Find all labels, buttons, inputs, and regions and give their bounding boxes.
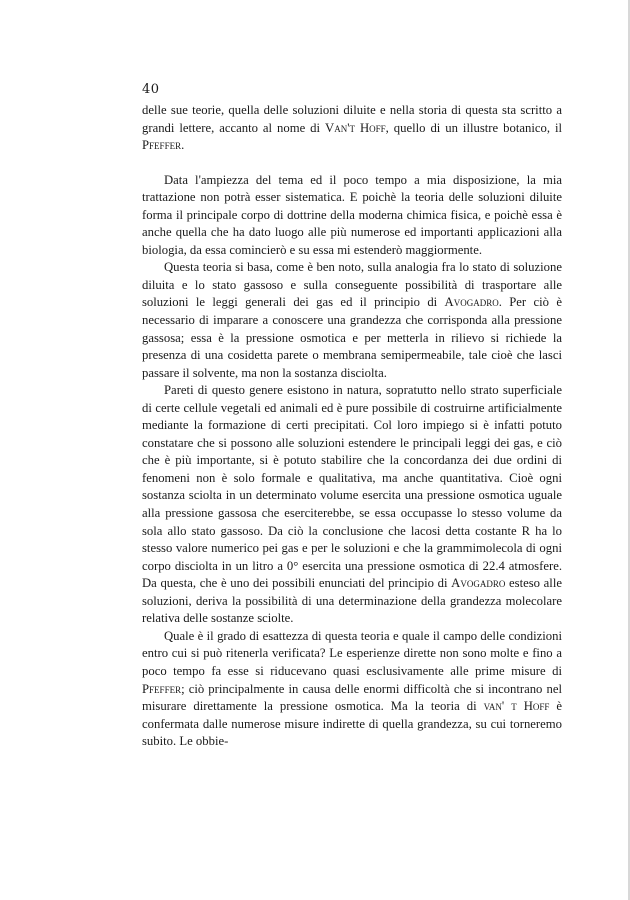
author-name: Avogadro [451, 576, 506, 591]
paragraph-4 [142, 382, 562, 628]
author-name: Avogadro [444, 295, 499, 310]
body-text [142, 102, 562, 751]
paragraph-1 [142, 102, 562, 155]
paragraph-3 [142, 259, 562, 382]
text-run: delle sue teorie, quella delle soluzioni diluite e nella storia di questa sta scritto a grandi lettere, accanto al nome di [142, 103, 562, 135]
text-run: . Per ciò è necessario di imparare a conoscere una grandezza che corrisponda alla pressione gassosa; essa è la pressione osmotica e per metterla in rilievo si richiede la presenza di una cosidetta parete o membrana semipermeabile, tale cioè che lasci passare il solvente, ma non la sostanza disciolta. [142, 295, 562, 380]
author-name: van' t Hoff [483, 699, 550, 714]
author-name: Pfeffer [142, 138, 182, 153]
text-run: Data l'ampiezza del tema ed il poco tempo a mia disposizione, la mia trattazione non potrà esser sistematica. E poichè la teoria delle soluzioni diluite forma il principale corpo di dottrine della moderna chimica fisica, e poichè essa è anche quella che ha dato luogo alle più numerose ed importanti applicazioni alla biologia, da essa comincierò e su essa mi estenderò maggiormente. [142, 172, 562, 257]
author-name: Pfeffer [142, 681, 182, 696]
text-run: Quale è il grado di esattezza di questa teoria e quale il campo delle condizioni entro cui si può ritenerla verificata? Le esperienze dirette non sono molte e fino a poco tempo fa esse si riducevano quasi esclusivamente alle prime misure di [142, 628, 562, 678]
author-name: Van't Hoff [325, 120, 386, 135]
text-run: , quello di un illustre botanico, il [385, 120, 563, 135]
text-run: è confermata dalle numerose misure indirette di quella grandezza, su cui torneremo subito. Le obbie- [142, 699, 562, 749]
text-run: ; ciò principalmente in causa delle enormi difficoltà che si incontrano nel misurare direttamente la pressione osmotica. Ma la teoria di [142, 681, 562, 714]
text-run: Questa teoria si basa, come è ben noto, sulla analogia fra lo stato di soluzione diluita e lo stato gassoso e sulla conseguente possibilità di trasportare alle soluzioni le leggi generali dei gas ed il principio di [142, 260, 562, 310]
paragraph-5 [142, 628, 562, 751]
text-run: Pareti di questo genere esistono in natura, sopratutto nello strato superficiale di certe cellule vegetali ed animali ed è pure possibile di costruirne artificialmente mediante la formazione di certi precipitati. Col loro impiego si è infatti potuto constatare che si possono alle soluzioni estendere le principali leggi dei gas, e ciò che è più importante, si è potuto stabilire che la concordanza dei due ordini di fenomeni non è solo formale e qualitativa, ma anche quantitativa. Cioè ogni sostanza sciolta in un determinato volume esercita una pressione osmotica uguale alla pressione gassosa che eserciterebbe, se essa occupasse lo stesso volume da sola allo stato gassoso. Da ciò la conclusione che lacosi detta costante R ha lo stesso valore numerico pei gas e per le soluzioni e che la grammimolecola di ogni corpo disciolta in un litro a 0° esercita una pressione osmotica di 22.4 atmosfere. Da questa, che è uno dei possibili enunciati del principio di [142, 383, 562, 591]
text-run: esteso alle soluzioni, deriva la possibilità di una determinazione della grandezza molecolare relativa delle sostanze sciolte. [142, 576, 562, 626]
page-number: 40 [142, 82, 160, 97]
paragraph-2 [142, 172, 562, 260]
text-run: . [181, 138, 185, 153]
